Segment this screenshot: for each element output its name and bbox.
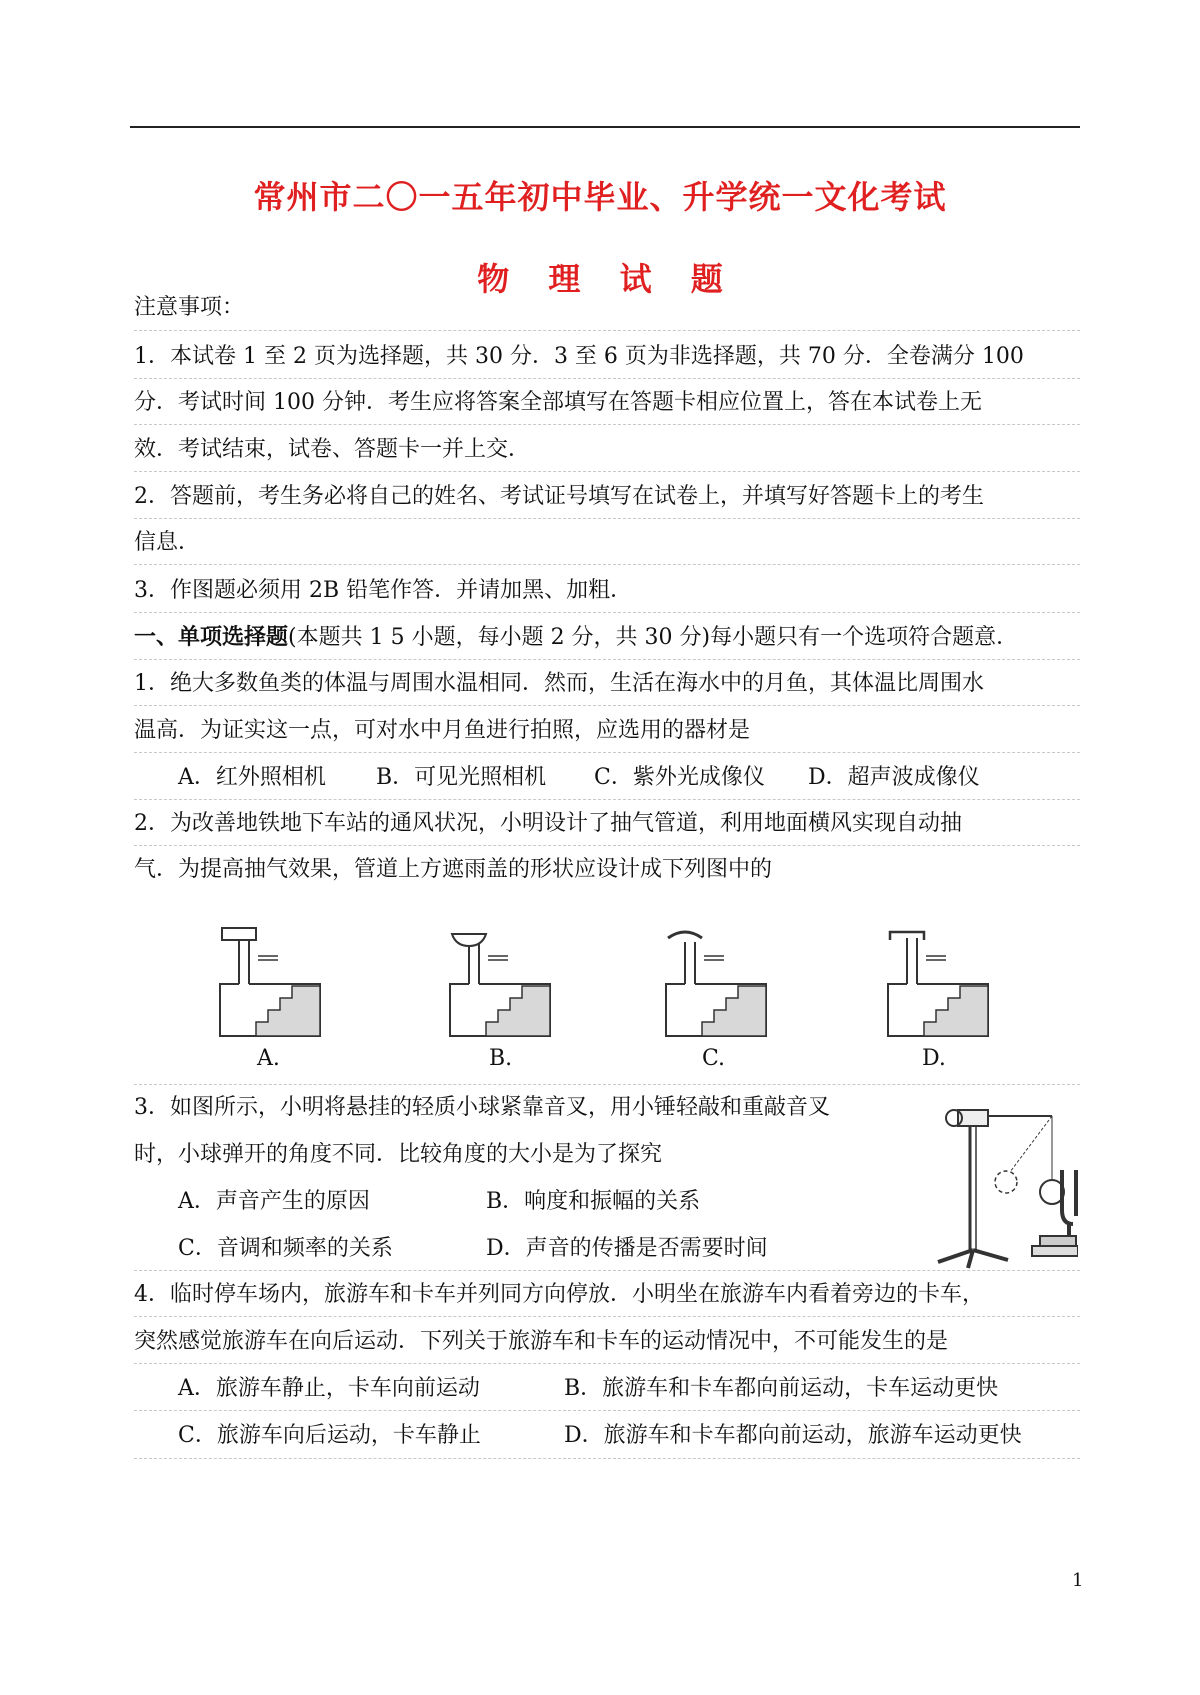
dashed-rule [134, 705, 1080, 706]
question-2-line-1: 2．为改善地铁地下车站的通风状况，小明设计了抽气管道，利用地面横风实现自动抽 [134, 811, 962, 836]
question-1-option-b: B．可见光照相机 [376, 765, 547, 790]
question-3-option-b: B．响度和振幅的关系 [486, 1189, 701, 1214]
section-heading [134, 624, 1018, 652]
dashed-rule [134, 799, 1080, 800]
dashed-rule [134, 1410, 1080, 1411]
dashed-rule [134, 518, 1080, 519]
question-4-option-b: B．旅游车和卡车都向前运动，卡车运动更快 [564, 1376, 999, 1401]
figure-2b-label: B. [489, 1046, 513, 1071]
header-rule [130, 126, 1080, 128]
question-3-option-d: D．声音的传播是否需要时间 [486, 1236, 768, 1261]
tuning-fork-figure [928, 1100, 1078, 1270]
question-1-option-a: A．红外照相机 [178, 765, 326, 790]
dashed-rule [134, 564, 1080, 565]
note-2-line-1: 2．答题前，考生务必将自己的姓名、考试证号填写在试卷上，并填写好答题卡上的考生 [134, 484, 984, 509]
question-1-option-c: C．紫外光成像仪 [594, 765, 765, 790]
dashed-rule [134, 424, 1080, 425]
figure-2c [662, 924, 782, 1044]
figure-2b [446, 924, 566, 1044]
question-4-option-a: A．旅游车静止，卡车向前运动 [178, 1376, 480, 1401]
dashed-rule [134, 471, 1080, 472]
question-4-line-1: 4．临时停车场内，旅游车和卡车并列同方向停放．小明坐在旅游车内看着旁边的卡车， [134, 1282, 984, 1307]
figure-2d [884, 924, 1004, 1044]
dashed-rule [134, 752, 1080, 753]
section-description: (本题共 1 5 小题，每小题 2 分，共 30 分)每小题只有一个选项符合题意． [288, 625, 1019, 650]
note-1-line-1: 1．本试卷 1 至 2 页为选择题，共 30 分．3 至 6 页为非选择题，共 70 分．全卷满分 100 [134, 344, 1024, 369]
notes-heading: 注意事项： [134, 295, 245, 320]
dashed-rule [134, 1363, 1080, 1364]
page-number: 1 [1072, 1570, 1084, 1591]
dashed-rule [134, 378, 1080, 379]
question-4-option-c: C．旅游车向后运动，卡车静止 [178, 1423, 481, 1448]
dashed-rule [134, 330, 1080, 331]
subject-title: 物 理 试 题 [477, 260, 737, 298]
question-3-line-2: 时，小球弹开的角度不同．比较角度的大小是为了探究 [134, 1142, 663, 1167]
figure-2a [216, 924, 336, 1044]
figure-2a-label: A. [257, 1046, 280, 1071]
note-3: 3．作图题必须用 2B 铅笔作答．并请加黑、加粗． [134, 578, 633, 603]
note-2-line-2: 信息． [134, 530, 201, 555]
note-1-line-3: 效．考试结束，试卷、答题卡一并上交． [134, 437, 531, 462]
question-3-option-c: C．音调和频率的关系 [178, 1236, 393, 1261]
figure-2c-label: C. [702, 1046, 726, 1071]
section-title: 一、单项选择题 [134, 625, 289, 650]
note-1-line-2: 分．考试时间 100 分钟．考生应将答案全部填写在答题卡相应位置上，答在本试卷上无 [134, 390, 982, 415]
question-1-line-2: 温高．为证实这一点，可对水中月鱼进行拍照，应选用的器材是 [134, 718, 751, 743]
dashed-rule [134, 1458, 1080, 1459]
dashed-rule [134, 612, 1080, 613]
figure-2d-label: D. [922, 1046, 946, 1071]
dashed-rule [134, 1270, 1080, 1271]
question-3-line-1: 3．如图所示，小明将悬挂的轻质小球紧靠音叉，用小锤轻敲和重敲音叉 [134, 1095, 830, 1120]
question-1-option-d: D．超声波成像仪 [808, 765, 980, 790]
dashed-rule [134, 659, 1080, 660]
dashed-rule [134, 1084, 1080, 1085]
dashed-rule [134, 1316, 1080, 1317]
question-1-line-1: 1．绝大多数鱼类的体温与周围水温相同．然而，生活在海水中的月鱼，其体温比周围水 [134, 671, 984, 696]
question-4-option-d: D．旅游车和卡车都向前运动，旅游车运动更快 [564, 1423, 1022, 1448]
exam-title: 常州市二〇一五年初中毕业、升学统一文化考试 [253, 178, 947, 216]
question-4-line-2: 突然感觉旅游车在向后运动．下列关于旅游车和卡车的运动情况中，不可能发生的是 [134, 1329, 949, 1354]
dashed-rule [134, 845, 1080, 846]
question-3-option-a: A．声音产生的原因 [178, 1189, 370, 1214]
question-2-line-2: 气．为提高抽气效果，管道上方遮雨盖的形状应设计成下列图中的 [134, 857, 773, 882]
